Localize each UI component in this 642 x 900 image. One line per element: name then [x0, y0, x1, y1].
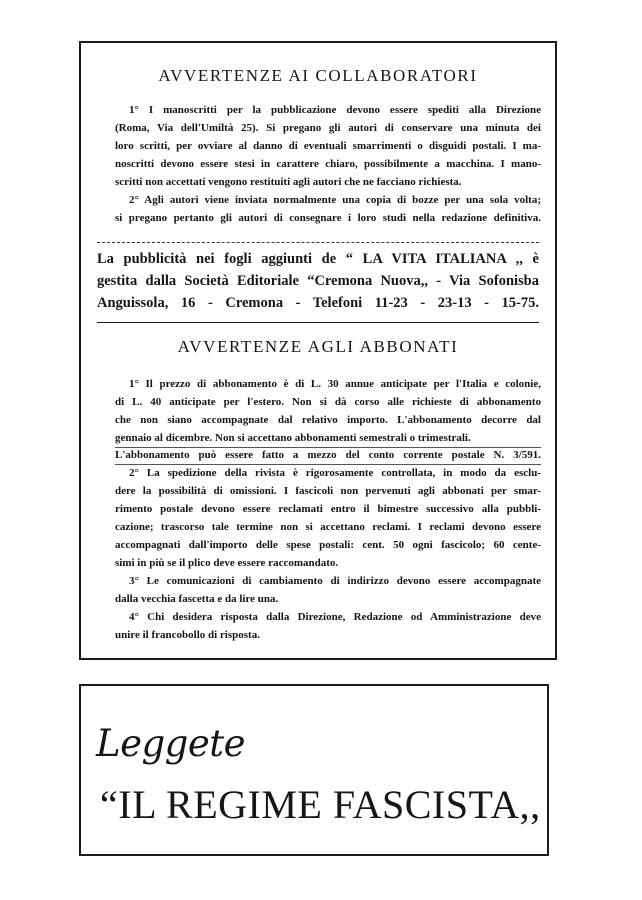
abb-line-10: accompagnati dall'importo delle spese postali: cent. 50 ogni fascicolo; 60 cente-	[115, 539, 541, 551]
abb-line-12: 3° Le comunicazioni di cambiamento di indirizzo devono essere accompagnate	[129, 575, 541, 587]
abb-line-6: 2° La spedizione della rivista è rigorosamente controllata, in modo da esclu-	[129, 467, 541, 479]
advert-title: “IL REGIME FASCISTA,,	[100, 782, 541, 827]
abb-line-9: cazione; trascorso tale termine non si accettano reclami. I reclami devono essere	[115, 521, 541, 533]
collab-line-4: noscritti devono essere stesi in carattere chiaro, possibilmente a macchina. I mano-	[115, 158, 541, 170]
advert-script-text: Leggete	[96, 722, 245, 765]
abbonati-heading: AVVERTENZE AGLI ABBONATI	[177, 337, 459, 356]
abb-line-7: dere la possibilità di omissioni. I fascicoli non pervenuti agli abbonati per smar-	[115, 485, 541, 497]
abb-line-4: gennaio al dicembre. Non si accettano abbonamenti semestrali o trimestrali.	[115, 432, 471, 444]
divider-3	[115, 447, 541, 448]
abb-line-2: di L. 40 anticipate per l'estero. Non si dà corso alle richieste di abbonamento	[115, 396, 541, 408]
abb-line-1: 1° Il prezzo di abbonamento è di L. 30 annue anticipate per l'Italia e colonie,	[129, 378, 541, 390]
notices-box	[79, 41, 557, 660]
collab-line-3: loro scritti, per ovviare al danno di eventuali smarrimenti o disguidi postali. I ma-	[115, 140, 541, 152]
divider-2	[97, 322, 539, 323]
collab-line-2: (Roma, Via dell'Umiltà 25). Si pregano gli autori di conservare una minuta dei	[115, 122, 541, 134]
collab-line-6: 2° Agli autori viene inviata normalmente una copia di bozze per una sola volta;	[129, 194, 541, 206]
abb-line-15: unire il francobollo di risposta.	[115, 629, 260, 641]
abb-line-5: L'abbonamento può essere fatto a mezzo del conto corrente postale N. 3/591.	[115, 449, 541, 461]
advert-box	[79, 684, 549, 856]
divider-4	[115, 464, 541, 465]
collaboratori-heading: AVVERTENZE AI COLLABORATORI	[158, 66, 478, 85]
divider-1	[97, 242, 539, 243]
abb-line-14: 4° Chi desidera risposta dalla Direzione, Redazione od Amministrazione deve	[129, 611, 541, 623]
ad-line-2: gestita dalla Società Editoriale “Cremona Nuova,, - Via Sofonisba	[97, 273, 539, 289]
collab-line-1: 1° I manoscritti per la pubblicazione devono essere spediti alla Direzione	[129, 104, 541, 116]
collab-line-7: si pregano pertanto gli autori di consegnare i loro studi nella redazione definitiva.	[115, 212, 541, 224]
abb-line-3: che non siano accompagnate dal relativo importo. L'abbonamento decorre dal	[115, 414, 541, 426]
abb-line-11: simi in più se il plico deve essere raccomandato.	[115, 557, 339, 569]
collab-line-5: scritti non accettati vengono restituiti agli autori che ne facciano richiesta.	[115, 176, 462, 188]
abb-line-8: rimento postale devono essere reclamati entro il bimestre successivo alla pubbli-	[115, 503, 541, 515]
abb-line-13: dalla vecchia fascetta e da lire una.	[115, 593, 279, 605]
ad-line-1: La pubblicità nei fogli aggiunti de “ LA VITA ITALIANA ,, è	[97, 251, 539, 267]
ad-line-3: Anguissola, 16 - Cremona - Telefoni 11-23 - 23-13 - 15-75.	[97, 295, 539, 311]
